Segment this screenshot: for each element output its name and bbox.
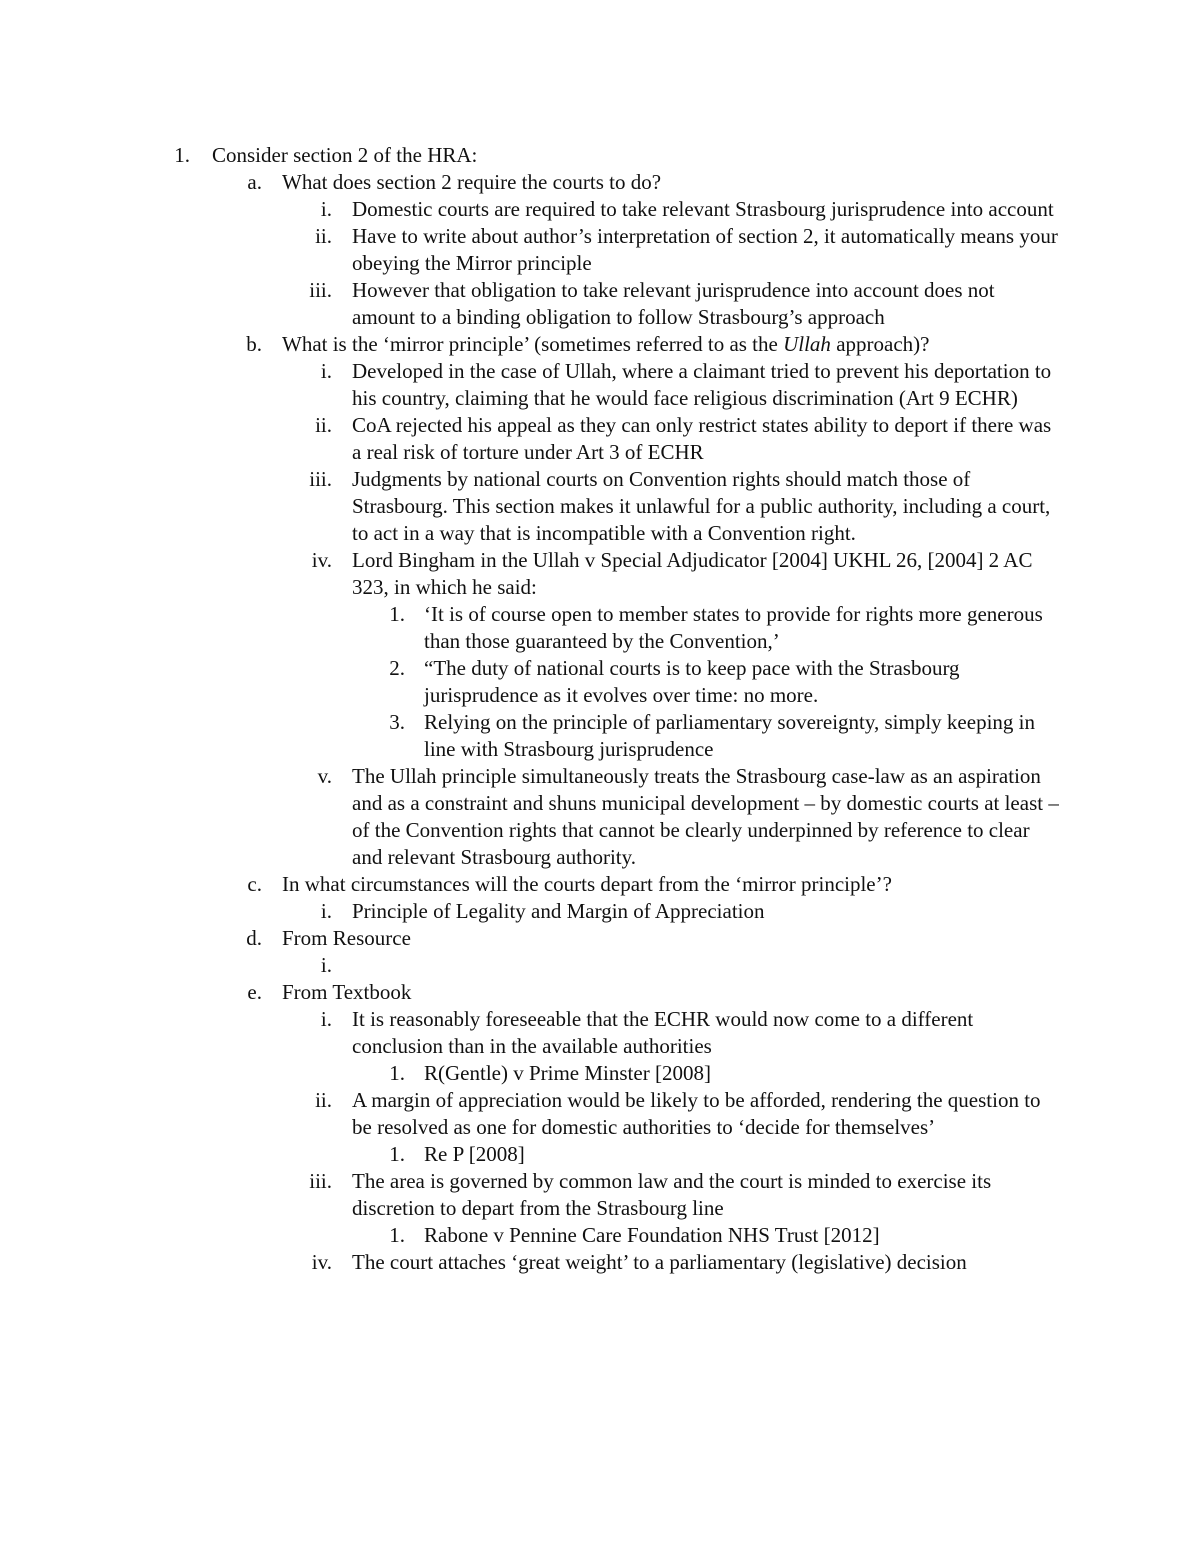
list-marker: 3.: [389, 710, 405, 734]
list-marker: b.: [246, 332, 262, 356]
list-marker: i.: [320, 197, 332, 221]
list-item-b-iv-2: [0, 655, 1200, 709]
list-item-text: CoA rejected his appeal as they can only restrict states ability to deport if there was a real risk of torture under Art 3 of ECHR: [352, 413, 1052, 464]
list-item-text: R(Gentle) v Prime Minster [2008]: [424, 1061, 711, 1085]
text-after: approach)?: [830, 332, 930, 356]
list-item-e-ii-1: [0, 1141, 1200, 1168]
list-marker: ii.: [315, 1088, 332, 1112]
list-item-c-i: [0, 898, 1200, 925]
list-marker: 1.: [389, 1061, 405, 1085]
list-item-text: [352, 952, 1062, 979]
list-item-e-iii: [0, 1168, 1200, 1222]
list-marker: v.: [317, 764, 332, 788]
list-marker: i.: [320, 899, 332, 923]
text-before: What is the ‘mirror principle’ (sometimes referred to as the: [282, 332, 784, 356]
list-item-text: ‘It is of course open to member states to provide for rights more generous than those guaranteed by the Convention,’: [424, 602, 1043, 653]
list-item-e-i-1: [0, 1060, 1200, 1087]
list-marker: i.: [320, 359, 332, 383]
list-item-text: What does section 2 require the courts to do?: [282, 170, 662, 194]
list-item-text: Relying on the principle of parliamentary sovereignty, simply keeping in line with Strasbourg jurisprudence: [424, 710, 1035, 761]
list-item-e-i: [0, 1006, 1200, 1060]
list-marker: iv.: [311, 1250, 332, 1274]
list-marker: d.: [246, 926, 262, 950]
list-item-1: [0, 142, 1200, 169]
list-item-text: Judgments by national courts on Convention rights should match those of Strasbourg. This section makes it unlawful for a public authority, including a court, to act in a way that is incompatible with a Convention right.: [352, 467, 1051, 545]
list-marker: c.: [247, 872, 262, 896]
list-item-b-iv: [0, 547, 1200, 601]
list-item-text: Domestic courts are required to take relevant Strasbourg jurisprudence into account: [352, 197, 1054, 221]
list-item-b-v: [0, 763, 1200, 871]
list-item-d: [0, 925, 1200, 952]
list-item-b-iv-1: [0, 601, 1200, 655]
list-item-b-ii: [0, 412, 1200, 466]
italic-case-name: Ullah: [783, 332, 831, 356]
list-item-d-i: [0, 952, 1200, 979]
list-marker: ii.: [315, 413, 332, 437]
list-item-text: “The duty of national courts is to keep pace with the Strasbourg jurisprudence as it evolves over time: no more.: [424, 656, 960, 707]
list-item-a: [0, 169, 1200, 196]
list-marker: 1.: [389, 1223, 405, 1247]
list-marker: a.: [247, 170, 262, 194]
list-item-a-iii: [0, 277, 1200, 331]
list-item-b-i: [0, 358, 1200, 412]
outline-list: [0, 142, 1200, 1276]
list-item-e-iv: [0, 1249, 1200, 1276]
list-item-c: [0, 871, 1200, 898]
list-item-b-iii: [0, 466, 1200, 547]
list-item-text: Developed in the case of Ullah, where a claimant tried to prevent his deportation to his country, claiming that he would face religious discrimination (Art 9 ECHR): [352, 359, 1052, 410]
list-marker: 1.: [389, 602, 405, 626]
list-marker: i.: [320, 1007, 332, 1031]
list-item-text: However that obligation to take relevant jurisprudence into account does not amount to a binding obligation to follow Strasbourg’s approach: [352, 278, 995, 329]
list-marker: iv.: [311, 548, 332, 572]
list-item-e-ii: [0, 1087, 1200, 1141]
list-marker: ii.: [315, 224, 332, 248]
list-item-b: [0, 331, 1200, 358]
list-item-b-iv-3: [0, 709, 1200, 763]
list-item-text: Lord Bingham in the Ullah v Special Adjudicator [2004] UKHL 26, [2004] 2 AC 323, in which he said:: [352, 548, 1033, 599]
list-item-text: From Textbook: [282, 980, 412, 1004]
list-marker: e.: [247, 980, 262, 1004]
list-item-text: Principle of Legality and Margin of Appreciation: [352, 899, 765, 923]
list-item-text: In what circumstances will the courts depart from the ‘mirror principle’?: [282, 872, 892, 896]
list-item-text: The court attaches ‘great weight’ to a parliamentary (legislative) decision: [352, 1250, 967, 1274]
list-item-text: Rabone v Pennine Care Foundation NHS Trust [2012]: [424, 1223, 880, 1247]
list-marker: iii.: [309, 1169, 332, 1193]
list-item-e: [0, 979, 1200, 1006]
list-item-text: A margin of appreciation would be likely to be afforded, rendering the question to be resolved as one for domestic authorities to ‘decide for themselves’: [352, 1088, 1041, 1139]
list-marker: 1.: [174, 143, 190, 167]
list-item-text: From Resource: [282, 926, 411, 950]
list-item-text: The Ullah principle simultaneously treats the Strasbourg case-law as an aspiration and as a constraint and shuns municipal development – by domestic courts at least – of the Convention rights that cannot be clearly underpinned by reference to clear and relevant Strasbourg authority.: [352, 764, 1059, 869]
list-marker: 1.: [389, 1142, 405, 1166]
list-item-text: Have to write about author’s interpretation of section 2, it automatically means your obeying the Mirror principle: [352, 224, 1058, 275]
list-item-e-iii-1: [0, 1222, 1200, 1249]
list-marker: 2.: [389, 656, 405, 680]
list-item-text: The area is governed by common law and the court is minded to exercise its discretion to depart from the Strasbourg line: [352, 1169, 992, 1220]
list-item-text: It is reasonably foreseeable that the ECHR would now come to a different conclusion than in the available authorities: [352, 1007, 974, 1058]
list-item-text: Re P [2008]: [424, 1142, 525, 1166]
list-item-a-i: [0, 196, 1200, 223]
list-item-text: Consider section 2 of the HRA:: [212, 143, 478, 167]
list-item-text: [282, 331, 1062, 358]
list-marker: i.: [320, 953, 332, 977]
list-marker: iii.: [309, 278, 332, 302]
list-item-a-ii: [0, 223, 1200, 277]
list-marker: iii.: [309, 467, 332, 491]
